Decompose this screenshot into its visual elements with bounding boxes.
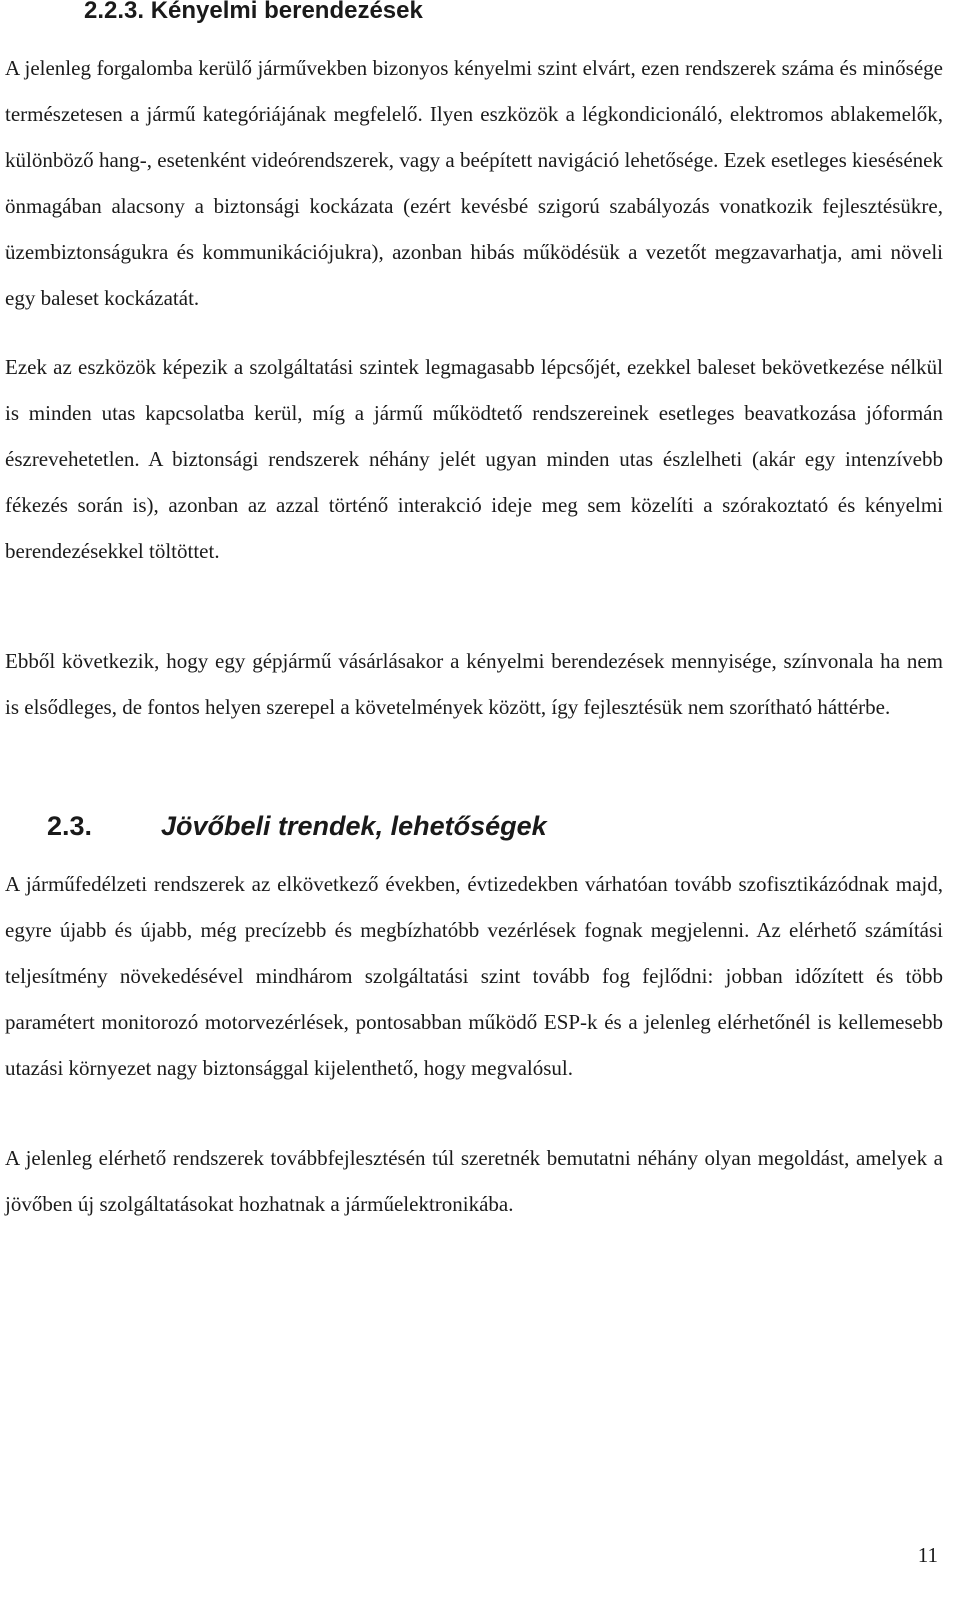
page-number: 11 [917, 1543, 938, 1567]
paragraph: A jelenleg forgalomba kerülő járművekben bizonyos kényelmi szint elvárt, ezen rendszerek száma és minősége természetesen a jármű kategóriájának megfelelő. Ilyen eszközök a légkondicionáló, elektromos ablakemelők, különböző hang-, esetenként videórendszerek, vagy a beépített navigáció lehetősége. Ezek esetleges kiesésének önmagában alacsony a biztonsági kockázata (ezért kevésbé szigorú szabályozás vonatkozik fejlesztésükre, üzembiztonságukra és kommunikációjukra), azonban hibás működésük a vezetőt megzavarhatja, ami növeli egy baleset kockázatát. [5, 56, 943, 310]
paragraph: A jelenleg elérhető rendszerek továbbfejlesztésén túl szeretnék bemutatni néhány olyan megoldást, amelyek a jövőben új szolgáltatásokat hozhatnak a járműelektronikába. [5, 1146, 943, 1216]
paragraph: A járműfedélzeti rendszerek az elkövetkező években, évtizedekben várhatóan tovább szofisztikázódnak majd, egyre újabb és újabb, még precízebb és megbízhatóbb vezérlések fognak megjelenni. Az elérhető számítási teljesítmény növekedésével mindhárom szolgáltatási szint tovább fog fejlődni: jobban időzített és több paramétert monitorozó motorvezérlések, pontosabban működő ESP-k és a jelenleg elérhetőnél is kellemesebb utazási környezet nagy biztonsággal kijelenthető, hogy megvalósul. [5, 872, 943, 1080]
paragraph: Ebből következik, hogy egy gépjármű vásárlásakor a kényelmi berendezések mennyisége, színvonala ha nem is elsődleges, de fontos helyen szerepel a követelmények között, így fejlesztésük nem szorítható háttérbe. [5, 649, 943, 719]
section-title: Jövőbeli trendek, lehetőségek [161, 811, 547, 841]
subsection-title: Kényelmi berendezések [150, 0, 423, 24]
section-number: 2.3. [47, 811, 93, 841]
section-heading [47, 807, 547, 845]
subsection-number: 2.2.3. [84, 0, 145, 24]
paragraph: Ezek az eszközök képezik a szolgáltatási szintek legmagasabb lépcsőjét, ezekkel baleset bekövetkezése nélkül is minden utas kapcsolatba kerül, míg a jármű működtető rendszereinek esetleges beavatkozása jóformán észrevehetetlen. A biztonsági rendszerek néhány jelét ugyan minden utas észlelheti (akár egy intenzívebb fékezés során is), azonban az azzal történő interakció ideje meg sem közelíti a szórakoztató és kényelmi berendezésekkel töltöttet. [5, 355, 943, 563]
subsection-heading [84, 0, 423, 27]
